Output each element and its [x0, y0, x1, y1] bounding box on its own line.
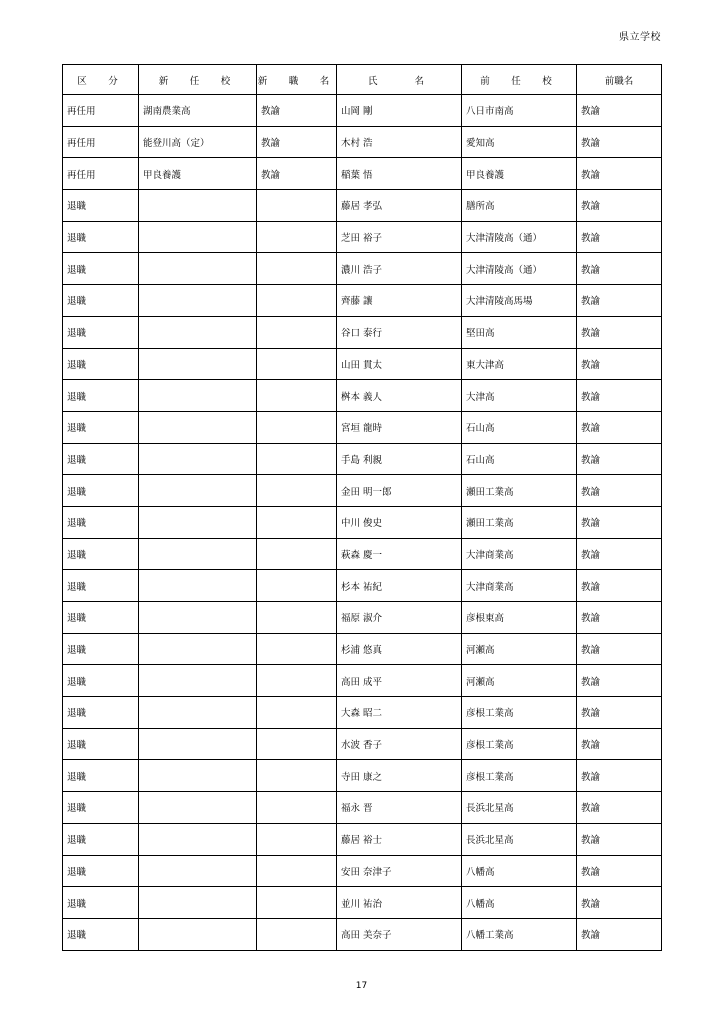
- cell-name: 金田 明一郎: [337, 475, 462, 507]
- cell-category: 退職: [63, 221, 139, 253]
- cell-name: 中川 俊史: [337, 506, 462, 538]
- table-row: [63, 316, 662, 348]
- cell-new-position: [257, 538, 337, 570]
- table-row: [63, 475, 662, 507]
- cell-name: 福永 晋: [337, 792, 462, 824]
- cell-name: 手島 利親: [337, 443, 462, 475]
- cell-previous-position: 教諭: [577, 126, 662, 158]
- cell-name: 寺田 康之: [337, 760, 462, 792]
- cell-new-school: [139, 602, 257, 634]
- cell-new-school: [139, 633, 257, 665]
- cell-new-school: [139, 316, 257, 348]
- table-row: [63, 411, 662, 443]
- cell-previous-school: 瀬田工業高: [462, 475, 577, 507]
- cell-previous-school: 大津商業高: [462, 538, 577, 570]
- cell-previous-school: 八幡高: [462, 887, 577, 919]
- cell-new-school: [139, 380, 257, 412]
- cell-previous-position: 教諭: [577, 633, 662, 665]
- cell-new-school: [139, 475, 257, 507]
- cell-new-school: [139, 443, 257, 475]
- cell-category: 退職: [63, 253, 139, 285]
- cell-category: 退職: [63, 697, 139, 729]
- cell-previous-position: 教諭: [577, 316, 662, 348]
- cell-new-school: [139, 728, 257, 760]
- table-row: [63, 538, 662, 570]
- cell-previous-position: 教諭: [577, 665, 662, 697]
- cell-previous-position: 教諭: [577, 728, 662, 760]
- cell-new-position: [257, 348, 337, 380]
- cell-category: 退職: [63, 190, 139, 222]
- column-header-previous-school: 前 任 校: [462, 65, 577, 95]
- cell-name: 安田 奈津子: [337, 855, 462, 887]
- cell-new-position: [257, 602, 337, 634]
- cell-category: 退職: [63, 887, 139, 919]
- cell-previous-position: 教諭: [577, 411, 662, 443]
- cell-new-school: [139, 221, 257, 253]
- cell-previous-school: 膳所高: [462, 190, 577, 222]
- cell-name: 並川 祐治: [337, 887, 462, 919]
- cell-new-position: [257, 190, 337, 222]
- cell-name: 杉本 祐紀: [337, 570, 462, 602]
- cell-new-school: [139, 918, 257, 950]
- cell-category: 退職: [63, 792, 139, 824]
- cell-previous-position: 教諭: [577, 285, 662, 317]
- cell-new-position: [257, 475, 337, 507]
- cell-previous-position: 教諭: [577, 253, 662, 285]
- cell-category: 退職: [63, 506, 139, 538]
- cell-previous-position: 教諭: [577, 887, 662, 919]
- table-row: [63, 506, 662, 538]
- cell-new-position: [257, 887, 337, 919]
- column-header-category: 区 分: [63, 65, 139, 95]
- cell-previous-school: 東大津高: [462, 348, 577, 380]
- cell-new-school: 湖南農業高: [139, 95, 257, 127]
- cell-new-school: [139, 190, 257, 222]
- table-row: [63, 285, 662, 317]
- cell-new-position: [257, 506, 337, 538]
- cell-name: 藤居 裕士: [337, 823, 462, 855]
- cell-previous-school: 愛知高: [462, 126, 577, 158]
- cell-previous-school: 堅田高: [462, 316, 577, 348]
- cell-name: 木村 浩: [337, 126, 462, 158]
- cell-new-school: [139, 855, 257, 887]
- cell-name: 藤居 孝弘: [337, 190, 462, 222]
- cell-new-position: [257, 411, 337, 443]
- cell-name: 芝田 裕子: [337, 221, 462, 253]
- cell-name: 杉浦 悠真: [337, 633, 462, 665]
- column-header-previous-position: 前職名: [577, 65, 662, 95]
- cell-previous-position: 教諭: [577, 380, 662, 412]
- cell-new-position: [257, 697, 337, 729]
- table-row: [63, 221, 662, 253]
- column-header-name: 氏 名: [337, 65, 462, 95]
- cell-name: 大森 昭二: [337, 697, 462, 729]
- cell-category: 退職: [63, 760, 139, 792]
- cell-new-position: [257, 918, 337, 950]
- page-number: 17: [355, 981, 368, 991]
- cell-previous-position: 教諭: [577, 792, 662, 824]
- table-header-row: [63, 65, 662, 95]
- cell-new-position: [257, 285, 337, 317]
- cell-previous-school: 大津清陵高（通）: [462, 253, 577, 285]
- cell-new-school: [139, 253, 257, 285]
- cell-category: 退職: [63, 316, 139, 348]
- cell-new-position: [257, 728, 337, 760]
- personnel-table: [62, 64, 662, 951]
- table-row: [63, 823, 662, 855]
- cell-name: 齊藤 讓: [337, 285, 462, 317]
- table-row: [63, 348, 662, 380]
- cell-new-school: [139, 506, 257, 538]
- cell-previous-school: 長浜北星高: [462, 823, 577, 855]
- cell-name: 稲葉 悟: [337, 158, 462, 190]
- cell-previous-position: 教諭: [577, 697, 662, 729]
- cell-previous-position: 教諭: [577, 221, 662, 253]
- table-row: [63, 602, 662, 634]
- cell-name: 山田 貫太: [337, 348, 462, 380]
- table-row: [63, 855, 662, 887]
- table-row: [63, 887, 662, 919]
- cell-name: 桝本 義人: [337, 380, 462, 412]
- cell-name: 水波 香子: [337, 728, 462, 760]
- cell-previous-position: 教諭: [577, 506, 662, 538]
- table-row: [63, 95, 662, 127]
- cell-category: 退職: [63, 855, 139, 887]
- cell-category: 退職: [63, 285, 139, 317]
- cell-new-school: [139, 823, 257, 855]
- table-row: [63, 728, 662, 760]
- cell-new-position: [257, 823, 337, 855]
- cell-new-position: [257, 760, 337, 792]
- cell-new-school: [139, 887, 257, 919]
- cell-category: 退職: [63, 538, 139, 570]
- cell-new-position: [257, 443, 337, 475]
- cell-name: 福原 淑介: [337, 602, 462, 634]
- cell-previous-school: 大津清陵高馬場: [462, 285, 577, 317]
- cell-new-school: [139, 665, 257, 697]
- cell-previous-school: 長浜北星高: [462, 792, 577, 824]
- cell-previous-school: 八日市南高: [462, 95, 577, 127]
- cell-new-position: [257, 221, 337, 253]
- cell-new-school: 能登川高（定）: [139, 126, 257, 158]
- table-row: [63, 697, 662, 729]
- cell-previous-position: 教諭: [577, 348, 662, 380]
- cell-new-school: [139, 570, 257, 602]
- cell-name: 山岡 剛: [337, 95, 462, 127]
- cell-previous-school: 瀬田工業高: [462, 506, 577, 538]
- cell-previous-school: 彦根工業高: [462, 760, 577, 792]
- cell-category: 退職: [63, 475, 139, 507]
- cell-category: 退職: [63, 665, 139, 697]
- table-row: [63, 190, 662, 222]
- cell-new-position: [257, 570, 337, 602]
- table-row: [63, 158, 662, 190]
- table-row: [63, 253, 662, 285]
- cell-new-school: 甲良養護: [139, 158, 257, 190]
- cell-category: 再任用: [63, 95, 139, 127]
- cell-category: 退職: [63, 570, 139, 602]
- cell-previous-position: 教諭: [577, 855, 662, 887]
- cell-category: 退職: [63, 348, 139, 380]
- table-row: [63, 380, 662, 412]
- cell-new-school: [139, 411, 257, 443]
- table-row: [63, 443, 662, 475]
- cell-name: 濃川 浩子: [337, 253, 462, 285]
- table-body: [63, 95, 662, 951]
- cell-name: 宮垣 龍時: [337, 411, 462, 443]
- cell-previous-school: 彦根東高: [462, 602, 577, 634]
- cell-name: 高田 美奈子: [337, 918, 462, 950]
- cell-new-school: [139, 348, 257, 380]
- cell-name: 萩森 慶一: [337, 538, 462, 570]
- cell-category: 退職: [63, 728, 139, 760]
- table-row: [63, 126, 662, 158]
- cell-previous-school: 大津清陵高（通）: [462, 221, 577, 253]
- cell-name: 高田 成平: [337, 665, 462, 697]
- cell-previous-school: 河瀬高: [462, 633, 577, 665]
- cell-new-position: [257, 792, 337, 824]
- column-header-new-position: 新 職 名: [257, 65, 337, 95]
- page-header-title: 県立学校: [619, 32, 661, 43]
- cell-new-school: [139, 697, 257, 729]
- cell-previous-position: 教諭: [577, 602, 662, 634]
- cell-new-position: [257, 316, 337, 348]
- cell-category: 退職: [63, 823, 139, 855]
- table-row: [63, 633, 662, 665]
- cell-new-school: [139, 285, 257, 317]
- cell-previous-school: 大津商業高: [462, 570, 577, 602]
- table-row: [63, 918, 662, 950]
- table-row: [63, 665, 662, 697]
- cell-new-school: [139, 760, 257, 792]
- cell-new-school: [139, 792, 257, 824]
- cell-new-position: 教諭: [257, 95, 337, 127]
- cell-new-position: 教諭: [257, 126, 337, 158]
- cell-previous-school: 八幡工業高: [462, 918, 577, 950]
- cell-category: 再任用: [63, 158, 139, 190]
- cell-previous-school: 彦根工業高: [462, 728, 577, 760]
- cell-category: 退職: [63, 602, 139, 634]
- cell-previous-position: 教諭: [577, 570, 662, 602]
- cell-new-position: [257, 665, 337, 697]
- cell-category: 退職: [63, 443, 139, 475]
- cell-category: 退職: [63, 380, 139, 412]
- column-header-new-school: 新 任 校: [139, 65, 257, 95]
- cell-new-position: [257, 253, 337, 285]
- cell-previous-position: 教諭: [577, 95, 662, 127]
- cell-category: 退職: [63, 918, 139, 950]
- cell-previous-position: 教諭: [577, 823, 662, 855]
- cell-new-position: [257, 855, 337, 887]
- cell-previous-school: 八幡高: [462, 855, 577, 887]
- cell-category: 再任用: [63, 126, 139, 158]
- cell-new-school: [139, 538, 257, 570]
- cell-new-position: [257, 633, 337, 665]
- cell-new-position: 教諭: [257, 158, 337, 190]
- cell-previous-school: 石山高: [462, 443, 577, 475]
- table-row: [63, 760, 662, 792]
- cell-previous-position: 教諭: [577, 760, 662, 792]
- cell-previous-position: 教諭: [577, 443, 662, 475]
- cell-previous-school: 彦根工業高: [462, 697, 577, 729]
- cell-previous-position: 教諭: [577, 190, 662, 222]
- cell-category: 退職: [63, 633, 139, 665]
- cell-previous-position: 教諭: [577, 158, 662, 190]
- cell-name: 谷口 泰行: [337, 316, 462, 348]
- table-row: [63, 570, 662, 602]
- cell-previous-school: 大津高: [462, 380, 577, 412]
- cell-previous-position: 教諭: [577, 475, 662, 507]
- cell-previous-school: 石山高: [462, 411, 577, 443]
- cell-previous-position: 教諭: [577, 918, 662, 950]
- cell-new-position: [257, 380, 337, 412]
- cell-previous-school: 甲良養護: [462, 158, 577, 190]
- table-row: [63, 792, 662, 824]
- cell-category: 退職: [63, 411, 139, 443]
- cell-previous-school: 河瀬高: [462, 665, 577, 697]
- cell-previous-position: 教諭: [577, 538, 662, 570]
